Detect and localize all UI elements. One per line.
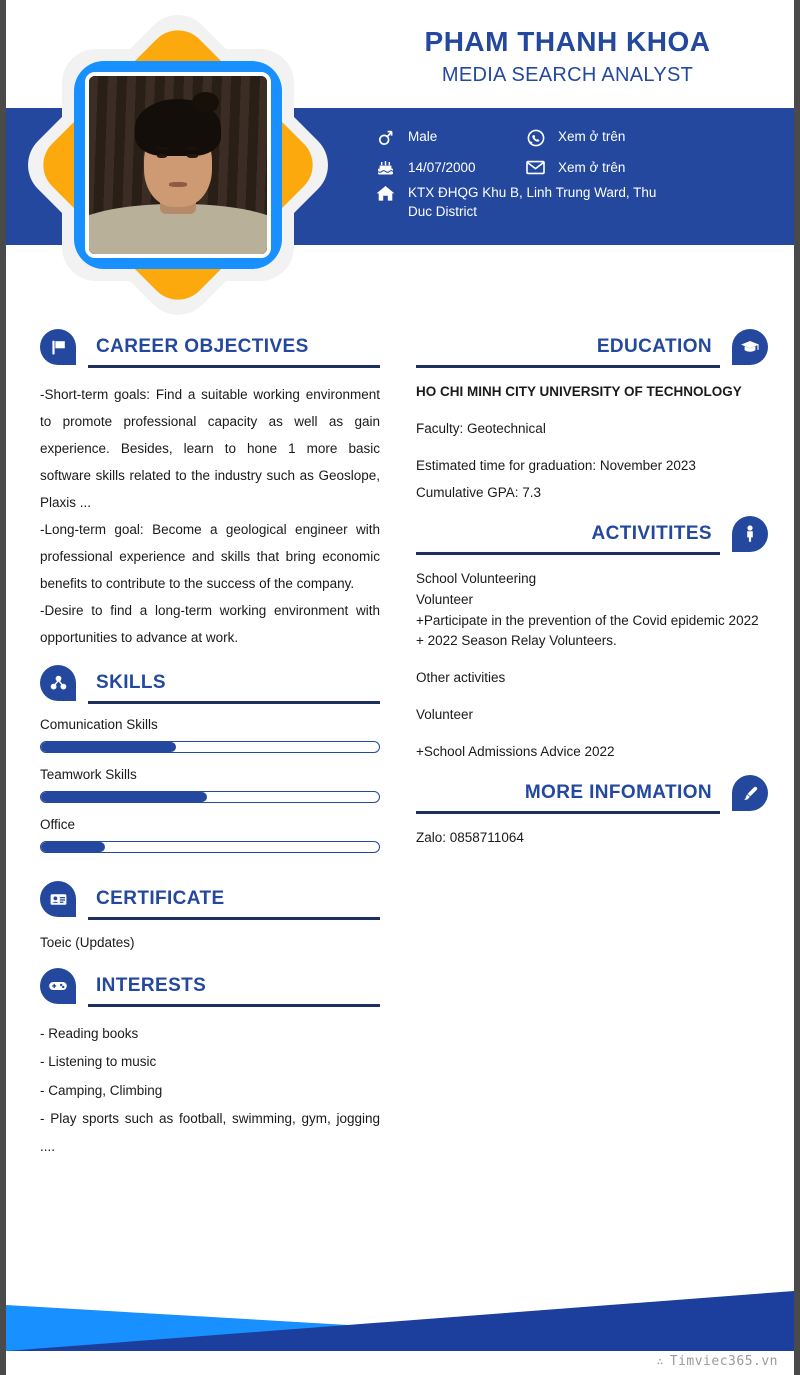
- header-titles: [351, 24, 784, 87]
- contact-birthday: [376, 159, 526, 178]
- section-header: [40, 661, 380, 705]
- watermark-mark: ∴: [656, 1355, 664, 1368]
- skill-item: [40, 817, 380, 853]
- contact-email-value: Xem ở trên: [558, 160, 626, 175]
- activities-other-title: Other activities: [416, 670, 506, 686]
- contact-email: [526, 159, 625, 178]
- section-content: [40, 1007, 380, 1168]
- whatsapp-icon: [526, 128, 545, 147]
- activity-line: Volunteer: [416, 591, 474, 607]
- left-column: [6, 325, 406, 1172]
- profile-photo-frame: [58, 22, 298, 307]
- more-info-line: Zalo: 0858711064: [416, 830, 524, 846]
- skill-bar-fill: [41, 792, 207, 802]
- person-icon: [732, 516, 768, 552]
- skill-label: Teamwork Skills: [40, 767, 137, 782]
- section-content: [40, 920, 380, 960]
- page-title: PHAM THANH KHOA: [424, 26, 711, 57]
- section-content: [40, 368, 380, 657]
- birthday-cake-icon: [376, 159, 395, 176]
- graduation-cap-icon: [732, 329, 768, 365]
- education-graduation: Estimated time for graduation: November 2023: [416, 457, 696, 473]
- section-career-objectives: [40, 325, 380, 657]
- section-education: [416, 325, 768, 508]
- contact-phone-value: Xem ở trên: [558, 129, 626, 144]
- section-title: EDUCATION: [596, 336, 712, 357]
- career-paragraph: -Short-term goals: Find a suitable working environment to promote professional capacity as well as gain experience. Besides, learn to hone 1 more basic software skills related to the industry such as Geoslope, Plaxis ...: [40, 387, 380, 510]
- section-content: [416, 814, 768, 853]
- section-interests: [40, 964, 380, 1168]
- contact-gender-value: Male: [408, 129, 438, 144]
- envelope-icon: [526, 159, 545, 175]
- job-title: MEDIA SEARCH ANALYST: [441, 64, 694, 87]
- footer-wave: [6, 1281, 794, 1351]
- home-icon: [376, 184, 395, 202]
- education-gpa: Cumulative GPA: 7.3: [416, 484, 542, 500]
- section-title: SKILLS: [96, 672, 166, 693]
- contact-address-value: KTX ĐHQG Khu B, Linh Trung Ward, Thu Duc District: [408, 185, 657, 219]
- certificate-item: Toeic (Updates): [40, 935, 135, 950]
- contact-birthday-value: 14/07/2000: [408, 159, 476, 175]
- gamepad-icon: [40, 968, 76, 1004]
- activity-line: School Volunteering: [416, 570, 537, 586]
- cv-header: [6, 0, 794, 307]
- skill-bar: [40, 791, 380, 803]
- interest-item: - Listening to music: [40, 1054, 157, 1070]
- avatar: [85, 72, 271, 258]
- career-paragraph: -Desire to find a long-term working environment with opportunities to advance at work.: [40, 603, 380, 645]
- cv-body: [6, 307, 794, 1172]
- interest-item: - Camping, Climbing: [40, 1082, 163, 1098]
- contact-info: [376, 128, 776, 178]
- section-skills: [40, 661, 380, 873]
- section-header: [416, 771, 768, 815]
- skill-item: [40, 767, 380, 803]
- section-content: [40, 704, 380, 873]
- activity-line: + 2022 Season Relay Volunteers.: [416, 633, 617, 649]
- skill-bar-fill: [41, 742, 176, 752]
- interest-item: - Reading books: [40, 1025, 139, 1041]
- section-header: [40, 877, 380, 921]
- education-school: HO CHI MINH CITY UNIVERSITY OF TECHNOLOGY: [416, 384, 742, 399]
- activity-other-line: Volunteer: [416, 707, 474, 723]
- section-more-information: [416, 771, 768, 853]
- section-content: [416, 368, 768, 508]
- section-title: INTERESTS: [96, 974, 207, 996]
- section-title: CAREER OBJECTIVES: [96, 336, 309, 357]
- section-certificate: [40, 877, 380, 960]
- skill-bar: [40, 741, 380, 753]
- section-content: [416, 555, 768, 767]
- gender-icon: [376, 128, 395, 146]
- portrait-illustration: [89, 76, 267, 254]
- skill-bar: [40, 841, 380, 853]
- right-column: [406, 325, 794, 1172]
- paintbrush-icon: [732, 775, 768, 811]
- skill-item: [40, 717, 380, 753]
- career-paragraph: -Long-term goal: Become a geological engineer with professional experience and skills that bring economic benefits to contribute to the success of the company.: [40, 522, 380, 591]
- id-card-icon: [40, 881, 76, 917]
- cv-footer: [6, 1281, 794, 1375]
- watermark: [657, 1354, 778, 1369]
- activity-line: +Participate in the prevention of the Covid epidemic 2022: [416, 612, 759, 628]
- contact-phone: [526, 128, 625, 147]
- skill-bar-fill: [41, 842, 105, 852]
- section-header: [40, 325, 380, 369]
- skills-molecule-icon: [40, 665, 76, 701]
- activity-other-line: +School Admissions Advice 2022: [416, 744, 615, 760]
- section-activities: [416, 512, 768, 767]
- flag-icon: [40, 329, 76, 365]
- section-title: MORE INFOMATION: [524, 782, 712, 804]
- section-title: CERTIFICATE: [96, 888, 225, 909]
- section-header: [416, 512, 768, 556]
- contact-address: [376, 184, 676, 221]
- section-header: [416, 325, 768, 369]
- skill-label: Office: [40, 817, 76, 832]
- watermark-text: Timviec365.vn: [669, 1354, 778, 1369]
- skill-label: Comunication Skills: [40, 717, 158, 732]
- section-header: [40, 964, 380, 1008]
- education-faculty: Faculty: Geotechnical: [416, 420, 546, 436]
- contact-gender: [376, 128, 526, 147]
- interest-item: - Play sports such as football, swimming, gym, jogging ....: [40, 1110, 380, 1155]
- section-title: ACTIVITITES: [591, 522, 712, 544]
